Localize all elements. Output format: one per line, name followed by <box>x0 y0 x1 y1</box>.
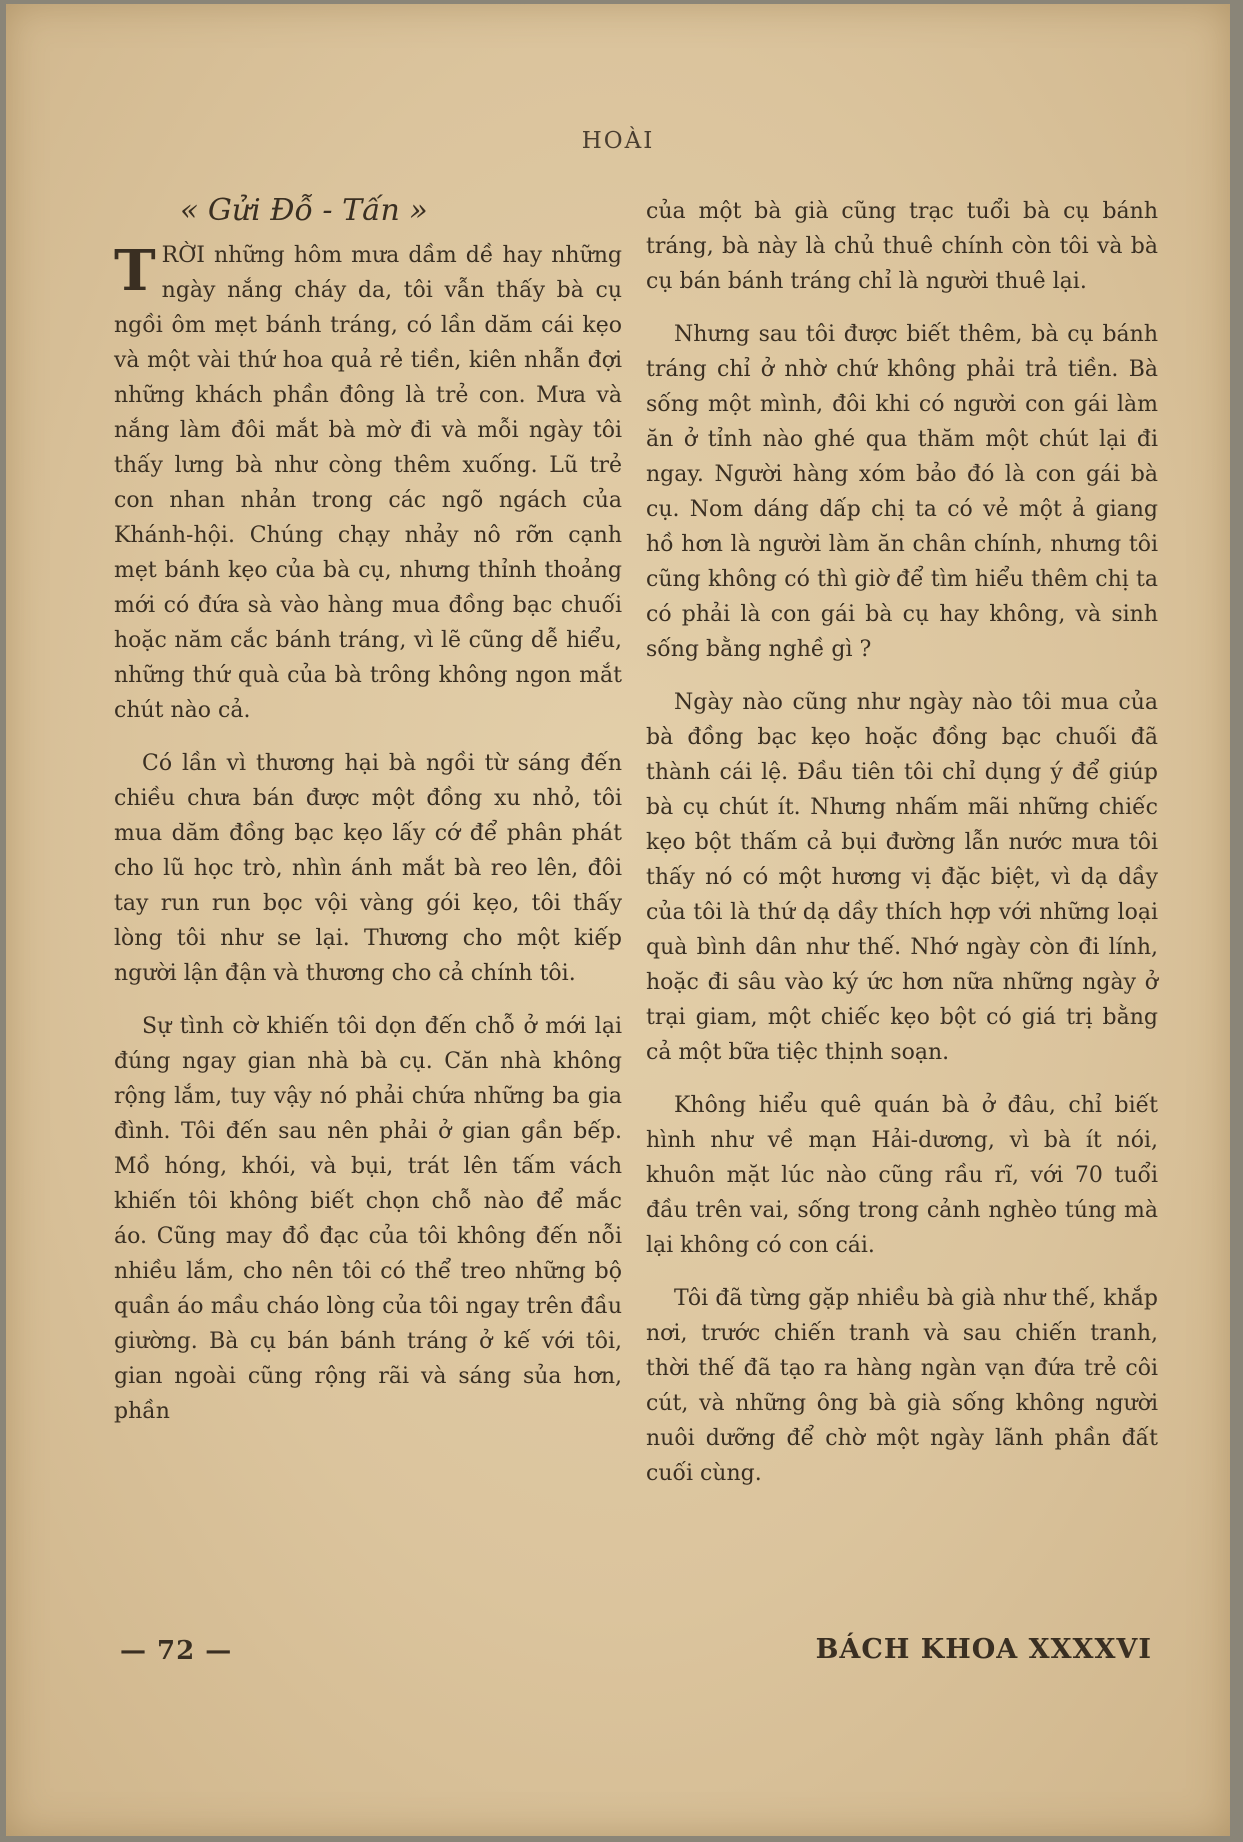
page-number: — 72 — <box>120 1636 233 1666</box>
magazine-issue: BÁCH KHOA XXXXVI <box>815 1634 1152 1665</box>
left-column <box>114 192 622 1447</box>
paragraph: Ngày nào cũng như ngày nào tôi mua của bà đồng bạc kẹo hoặc đồng bạc chuối đã thành cái lệ. Đầu tiên tôi chỉ dụng ý để giúp bà cụ chút ít. Nhưng nhấm mãi những chiếc kẹo bột thấm cả bụi đường lẫn nước mưa tôi thấy nó có một hương vị đặc biệt, vì dạ dầy của tôi là thứ dạ dầy thích hợp với những loại quà bình dân như thế. Nhớ ngày còn đi lính, hoặc đi sâu vào ký ức hơn nữa những ngày ở trại giam, một chiếc kẹo bột có giá trị bằng cả một bữa tiệc thịnh soạn. <box>646 690 1158 1065</box>
dedication: « Gửi Đỗ - Tấn » <box>180 193 428 228</box>
drop-cap: T <box>114 238 156 304</box>
paragraph <box>114 238 622 728</box>
paragraph: Tôi đã từng gặp nhiều bà già như thế, khắp nơi, trước chiến tranh và sau chiến tranh, thời thế đã tạo ra hàng ngàn vạn đứa trẻ côi cút, và những ông bà già sống không người nuôi dưỡng để chờ một ngày lãnh phần đất cuối cùng. <box>646 1286 1158 1486</box>
paragraph: Nhưng sau tôi được biết thêm, bà cụ bánh tráng chỉ ở nhờ chứ không phải trả tiền. Bà sống một mình, đôi khi có người con gái làm ăn ở tỉnh nào ghé qua thăm một chút lại đi ngay. Người hàng xóm bảo đó là con gái bà cụ. Nom dáng dấp chị ta có vẻ một ả giang hồ hơn là người làm ăn chân chính, nhưng tôi cũng không có thì giờ để tìm hiểu thêm chị ta có phải là con gái bà cụ hay không, và sinh sống bằng nghề gì ? <box>646 322 1158 662</box>
page-header: HOÀI <box>581 128 655 154</box>
paragraph: Có lần vì thương hại bà ngồi từ sáng đến chiều chưa bán được một đồng xu nhỏ, tôi mua dăm đồng bạc kẹo lấy cớ để phân phát cho lũ học trò, nhìn ánh mắt bà reo lên, đôi tay run run bọc vội vàng gói kẹo, tôi thấy lòng tôi như se lại. Thương cho một kiếp người lận đận và thương cho cả chính tôi. <box>114 751 622 986</box>
paragraph-text: RỜI những hôm mưa dầm dề hay những ngày nắng cháy da, tôi vẫn thấy bà cụ ngồi ôm mẹt bánh tráng, có lần dăm cái kẹo và một vài thứ hoa quả rẻ tiền, kiên nhẫn đợi những khách phần đông là trẻ con. Mưa và nắng làm đôi mắt bà mờ đi và mỗi ngày tôi thấy lưng bà như còng thêm xuống. Lũ trẻ con nhan nhản trong các ngõ ngách của Khánh-hội. Chúng chạy nhảy nô rỡn cạnh mẹt bánh kẹo của bà cụ, nhưng thỉnh thoảng mới có đứa sà vào hàng mua đồng bạc chuối hoặc năm cắc bánh tráng, vì lẽ cũng dễ hiểu, những thứ quà của bà trông không ngon mắt chút nào cả. <box>114 243 622 723</box>
magazine-page <box>6 4 1230 1836</box>
paragraph: Sự tình cờ khiến tôi dọn đến chỗ ở mới lại đúng ngay gian nhà bà cụ. Căn nhà không rộng lắm, tuy vậy nó phải chứa những ba gia đình. Tôi đến sau nên phải ở gian gần bếp. Mồ hóng, khói, và bụi, trát lên tấm vách khiến tôi không biết chọn chỗ nào để mắc áo. Cũng may đồ đạc của tôi không đến nỗi nhiều lắm, cho nên tôi có thể treo những bộ quần áo mầu cháo lòng của tôi ngay trên đầu giường. Bà cụ bán bánh tráng ở kế với tôi, gian ngoài cũng rộng rãi và sáng sủa hơn, phần <box>114 1014 622 1424</box>
right-column <box>646 194 1158 1509</box>
paragraph: của một bà già cũng trạc tuổi bà cụ bánh tráng, bà này là chủ thuê chính còn tôi và bà cụ bán bánh tráng chỉ là người thuê lại. <box>646 199 1158 294</box>
paragraph: Không hiểu quê quán bà ở đâu, chỉ biết hình như về mạn Hải-dương, vì bà ít nói, khuôn mặt lúc nào cũng rầu rĩ, với 70 tuổi đầu trên vai, sống trong cảnh nghèo túng mà lại không có con cái. <box>646 1093 1158 1258</box>
